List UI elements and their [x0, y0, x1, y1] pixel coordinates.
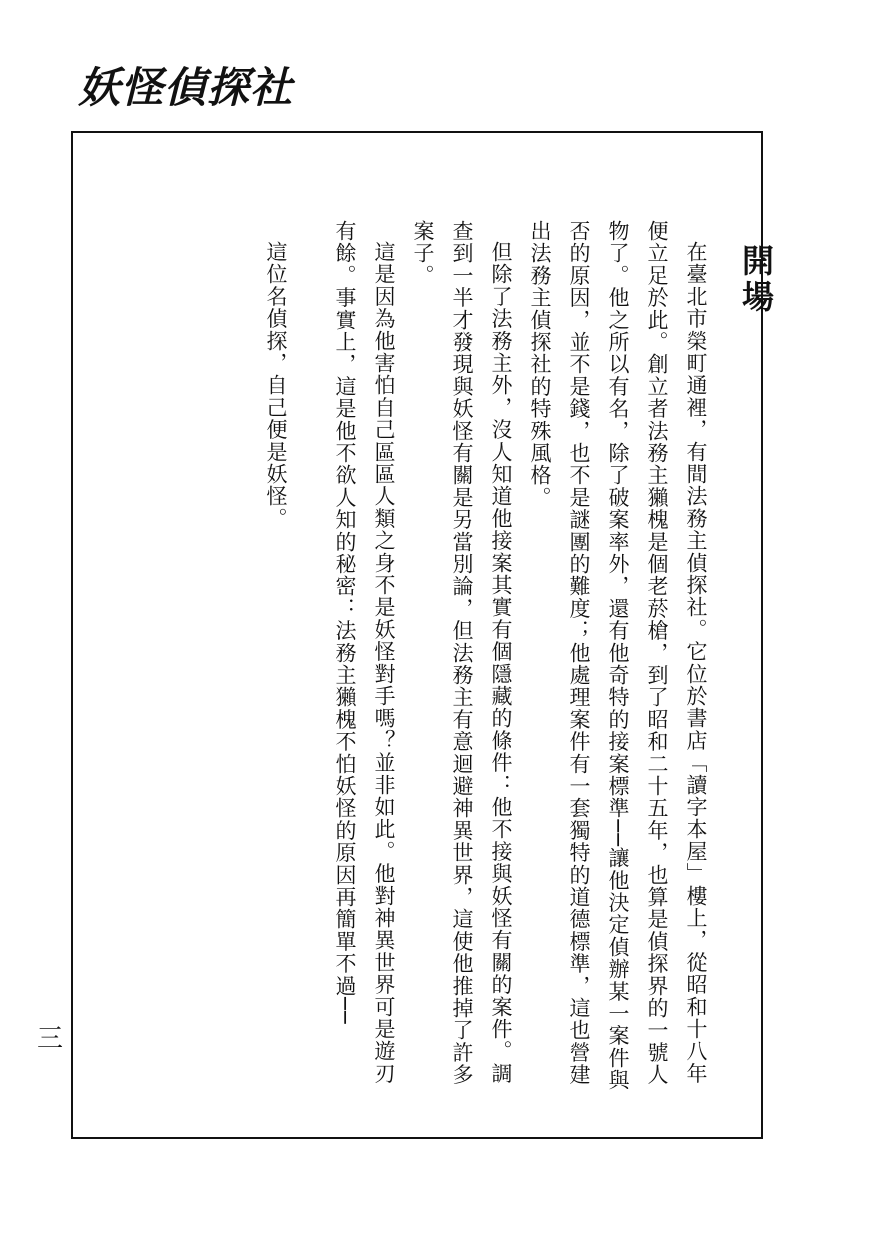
paragraph-2: 但除了法務主外，沒人知道他接案其實有個隱藏的條件：他不接與妖怪有關的案件。調查到一半才發現與妖怪有關是另當別論，但法務主有意迴避神異世界，這使他推掉了許多案子。 — [411, 220, 513, 1086]
body-text — [256, 220, 715, 1100]
chapter-heading: 開場 — [737, 244, 775, 316]
running-title: 妖怪偵探社 — [78, 63, 294, 112]
paragraph-3: 這是因為他害怕自己區區人類之身不是妖怪對手嗎？並非如此。他對神異世界可是遊刃有餘。事實上，這是他不欲人知的秘密：法務主獺槐不怕妖怪的原因再簡單不過── — [333, 220, 396, 1085]
paragraph-1: 在臺北市榮町通裡，有間法務主偵探社。它位於書店「讀字本屋」樓上，從昭和十八年便立足於此。創立者法務主獺槐是個老菸槍，到了昭和二十五年，也算是偵探界的一號人物了。他之所以有名，除了破案率外，還有他奇特的接案標準──讓他決定偵辦某一案件與否的原因，並不是錢，也不是謎團的難度；他處理案件有一套獨特的道德標準，這也營建出法務主偵探社的特殊風格。 — [528, 220, 708, 1092]
page-number: 三 — [37, 1024, 64, 1054]
paragraph-4: 這位名偵探，自己便是妖怪。 — [264, 241, 288, 530]
